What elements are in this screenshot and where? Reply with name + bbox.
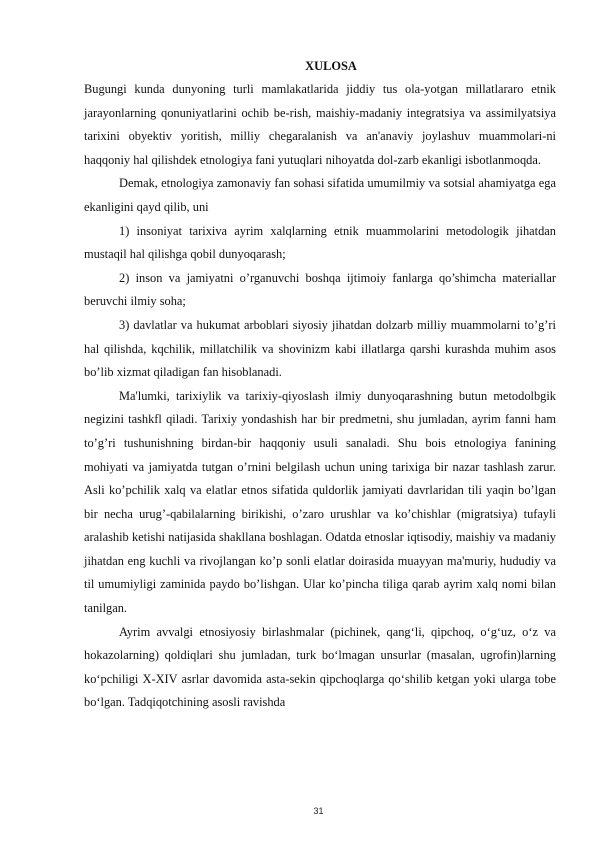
- document-page: [84, 56, 556, 715]
- paragraph-summary: Demak, etnologiya zamonaviy fan sohasi sifatida umumilmiy va sotsial ahamiyatga ega ekanligini qayd qilib, uni: [84, 176, 556, 214]
- document-title: XULOSA: [305, 59, 357, 73]
- page-number: 31: [313, 806, 324, 816]
- paragraph-intro: Bugungi kunda dunyoning turli mamlakatlarida jiddiy tus ola-yotgan millatlararo etnik jarayonlarning qonuniyatlarini ochib be-rish, maishiy-madaniy integratsiya va assimilyatsiya tarixini obyektiv yoritish, milliy chegaralanish va an'anaviy joylashuv muammolari-ni haqqoniy hal qilishdek etnologiya fani yutuqlari nihoyatda dol-zarb ekanligi isbotlanmoqda.: [84, 82, 556, 167]
- paragraph-history: Ma'lumki, tarixiylik va tarixiy-qiyoslash ilmiy dunyoqarashning butun metodolbgik negizini tashkfl qiladi. Tarixiy yondashish har bir predmetni, shu jumladan, ayrim fanni ham to’g’ri tushunishning birdan-bir haqqoniy usuli sanaladi. Shu bois etnologiya fanining mohiyati va jamiyatda tutgan o’rnini belgilash uchun uning tarixiga bir nazar tashlash zarur. Asli ko’pchilik xalq va elatlar etnos sifatida quldorlik jamiyati davrlaridan tili yaqin bo’lgan bir necha urug’-qabilalarning birikishi, o’zaro urushlar va ko’chishlar (migratsiya) tufayli aralashib ketishi natijasida shakllana boshlagan. Odatda etnoslar iqtisodiy, maishiy va madaniy jihatdan eng kuchli va rivojlangan ko’p sonli elatlar doirasida muayyan ma'muriy, hududiy va til umumiyligi zaminida paydo bo’lishgan. Ular ko’pincha tiliga qarab ayrim xalq nomi bilan tanilgan.: [84, 388, 556, 616]
- list-item-2: 2) inson va jamiyatni o’rganuvchi boshqa ijtimoiy fanlarga qo’shimcha materiallar beruvchi ilmiy soha;: [84, 270, 556, 309]
- list-item-1: 1) insoniyat tarixiva ayrim xalqlarning etnik muammolarini metodologik jihatdan mustaqil hal qilishga qobil dunyoqarash;: [84, 223, 556, 262]
- paragraph-ethnopolitical: Ayrim avvalgi etnosiyosiy birlashmalar (pichinek, qang‘li, qipchoq, o‘g‘uz, o‘z va hokazolarning) qoldiqlari shu jumladan, turk bo‘lmagan unsurlar (masalan, ugrofin)larning ko‘pchiligi X-XIV asrlar davomida asta-sekin qipchoqlarga qo‘shilib ketgan yoki ularga tobe bo‘lgan. Tadqiqotchining asosli ravishda: [84, 624, 556, 710]
- list-item-3: 3) davlatlar va hukumat arboblari siyosiy jihatdan dolzarb milliy muammolarni to’g’ri hal qilishda, kqchilik, millatchilik va shovinizm kabi illatlarga qarshi kurashda muhim asos bo’lib xizmat qiladigan fan hisoblanadi.: [84, 317, 556, 380]
